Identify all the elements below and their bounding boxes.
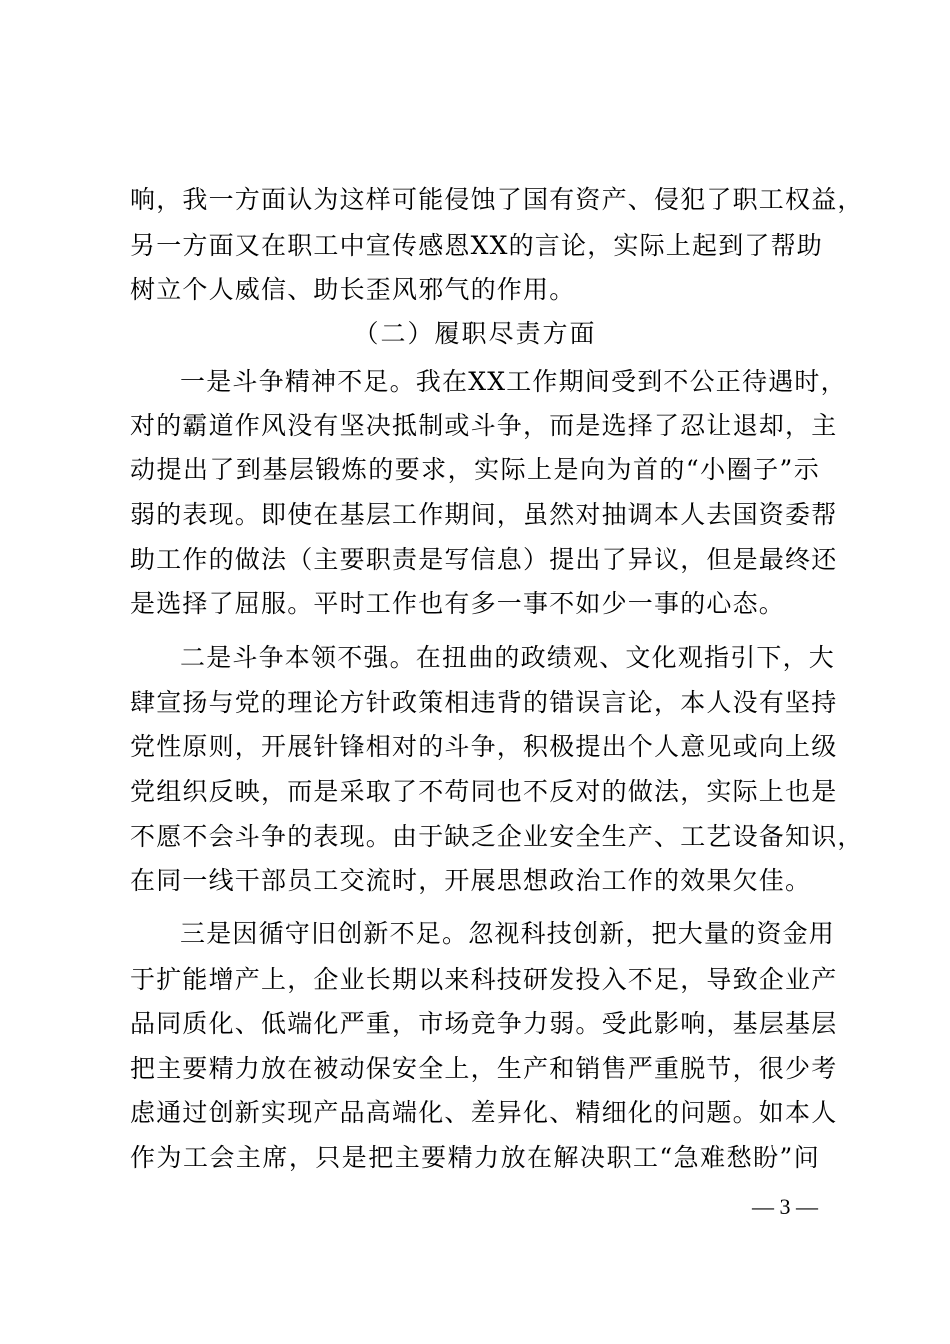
paragraph3-line-1: 三是因循守旧创新不足。忽视科技创新，把大量的资金用 bbox=[180, 919, 836, 948]
paragraph2-line-1: 二是斗争本领不强。在扭曲的政绩观、文化观指引下，大 bbox=[180, 643, 836, 672]
paragraph1-line-5: 助工作的做法（主要职责是写信息）提出了异议，但是最终还 bbox=[130, 545, 838, 574]
paragraph2-line-2: 肆宣扬与党的理论方针政策相违背的错误言论，本人没有坚持 bbox=[130, 688, 838, 717]
paragraph1-line-1: 一是斗争精神不足。我在XX工作期间受到不公正待遇时， bbox=[180, 367, 847, 396]
page-number: — 3 — bbox=[752, 1194, 818, 1219]
intro-line-3: 树立个人威信、助长歪风邪气的作用。 bbox=[130, 275, 576, 304]
paragraph2-line-5: 不愿不会斗争的表现。由于缺乏企业安全生产、工艺设备知识， bbox=[130, 822, 864, 851]
paragraph3-line-2: 于扩能增产上，企业长期以来科技研发投入不足，导致企业产 bbox=[130, 965, 838, 994]
paragraph2-line-6: 在同一线干部员工交流时，开展思想政治工作的效果欠佳。 bbox=[130, 866, 812, 895]
paragraph1-line-6: 是选择了屈服。平时工作也有多一事不如少一事的心态。 bbox=[130, 589, 786, 618]
intro-line-2: 另一方面又在职工中宣传感恩XX的言论，实际上起到了帮助 bbox=[130, 231, 823, 260]
paragraph2-line-4: 党组织反映，而是采取了不苟同也不反对的做法，实际上也是 bbox=[130, 777, 838, 806]
paragraph1-line-2: 对的霸道作风没有坚决抵制或斗争，而是选择了忍让退却，主 bbox=[130, 411, 838, 440]
paragraph3-line-6: 作为工会主席，只是把主要精力放在解决职工“急难愁盼”问 bbox=[130, 1143, 820, 1172]
paragraph3-line-5: 虑通过创新实现产品高端化、差异化、精细化的问题。如本人 bbox=[130, 1098, 838, 1127]
paragraph2-line-3: 党性原则，开展针锋相对的斗争，积极提出个人意见或向上级 bbox=[130, 732, 838, 761]
paragraph3-line-3: 品同质化、低端化严重，市场竞争力弱。受此影响，基层基层 bbox=[130, 1009, 838, 1038]
intro-line-1: 响，我一方面认为这样可能侵蚀了国有资产、侵犯了职工权益， bbox=[130, 185, 864, 214]
paragraph1-line-3: 动提出了到基层锻炼的要求，实际上是向为首的“小圈子”示 bbox=[130, 455, 820, 484]
section-heading: （二）履职尽责方面 bbox=[353, 319, 597, 348]
paragraph1-line-4: 弱的表现。即使在基层工作期间，虽然对抽调本人去国资委帮 bbox=[130, 500, 838, 529]
paragraph3-line-4: 把主要精力放在被动保安全上，生产和销售严重脱节，很少考 bbox=[130, 1054, 838, 1083]
